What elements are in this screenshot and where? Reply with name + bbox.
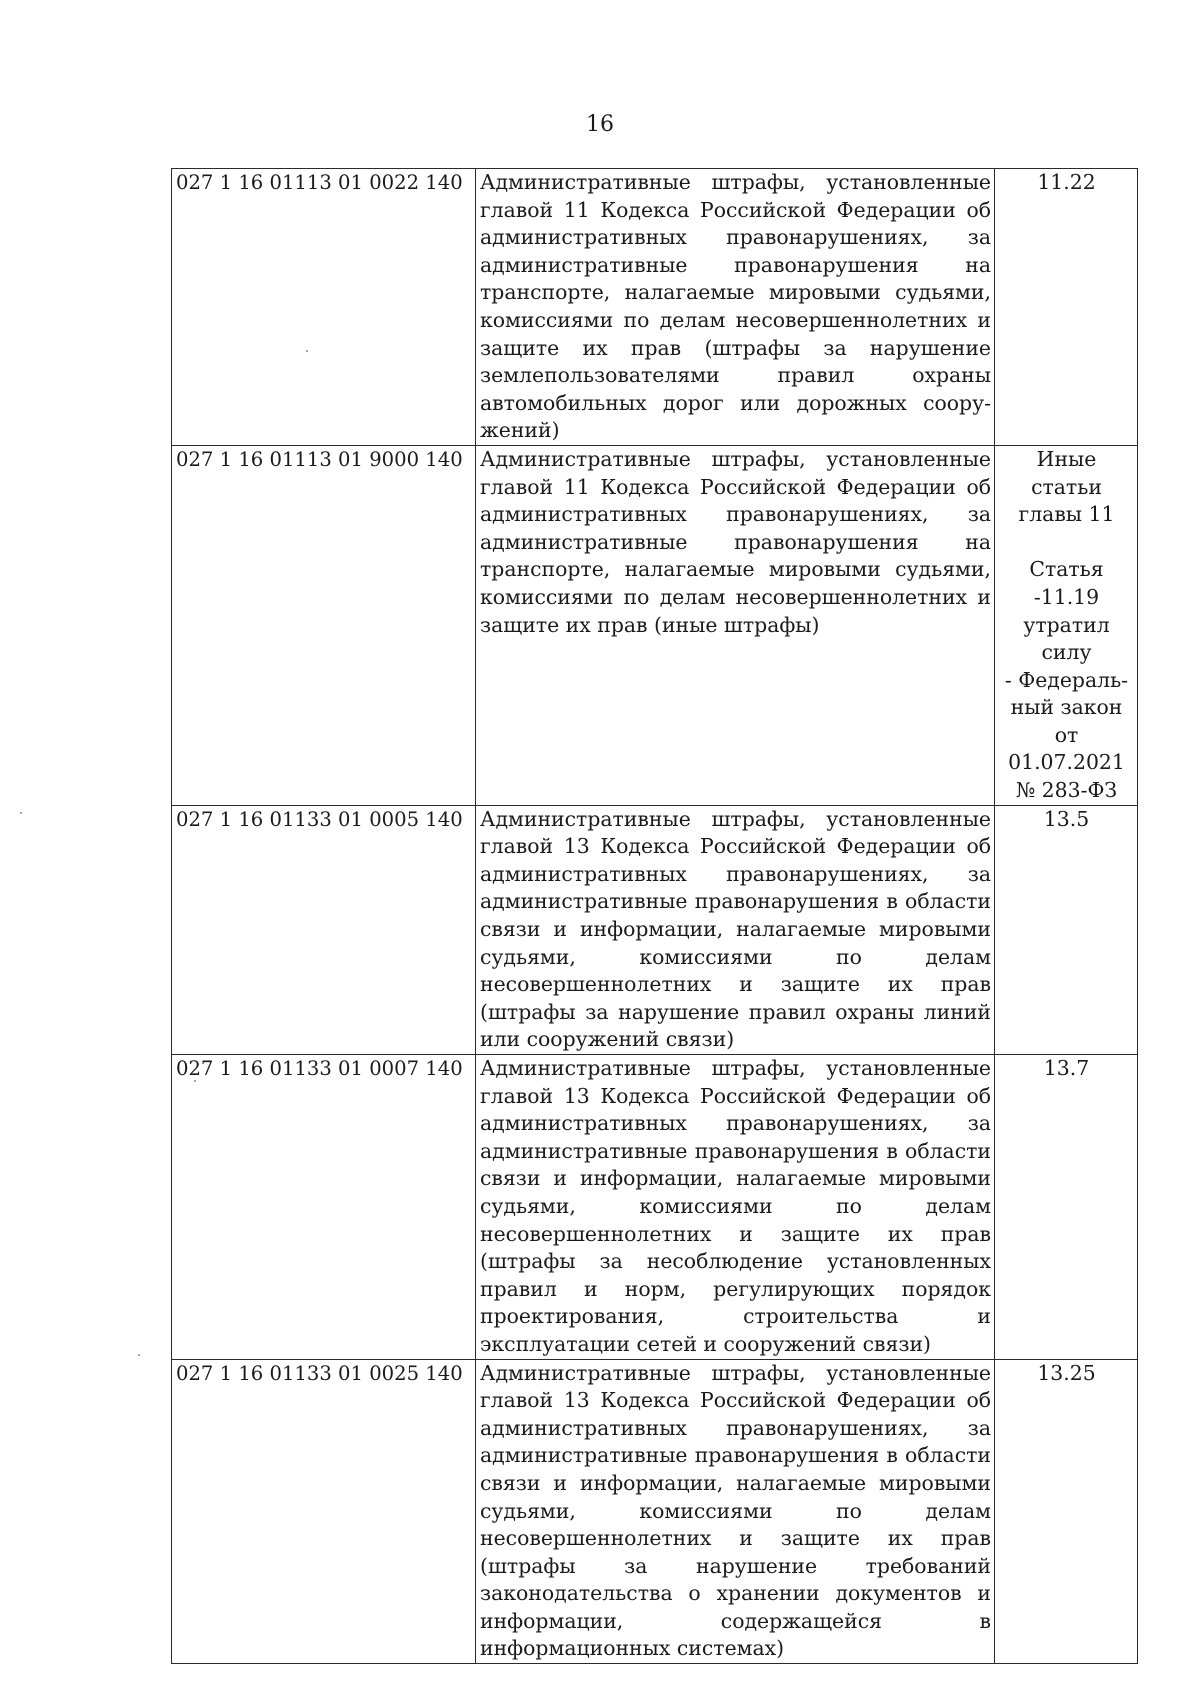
row-description: Административные штрафы, установленные главой 11 Кодекса Российской Федерации об административных правонарушениях, за административные правонарушения на транспорте, налагаемые мировыми судьями, комиссиями по делам несовершеннолетних и защите их прав (иные штрафы) — [476, 445, 995, 805]
scan-speck — [194, 1080, 196, 1082]
row-code: 027 1 16 01113 01 9000 140 — [172, 445, 476, 805]
scan-speck — [138, 1354, 140, 1356]
row-code: 027 1 16 01133 01 0025 140 — [172, 1359, 476, 1664]
article-gap — [999, 529, 1134, 557]
table-row — [172, 445, 1138, 805]
row-code: 027 1 16 01133 01 0007 140 — [172, 1055, 476, 1360]
table-row — [172, 805, 1138, 1054]
article-note-line: № 283-ФЗ — [1015, 778, 1118, 803]
scan-speck — [20, 812, 22, 814]
article-note-line: утратил силу — [1023, 612, 1110, 665]
row-article: 11.22 — [995, 169, 1138, 446]
article-note-line: ный закон — [1010, 695, 1123, 720]
row-description: Административные штрафы, установленные главой 13 Кодекса Российской Федерации об административных правонарушениях, за административные правонарушения в области связи и информации, налагаемые мировыми судьями, комиссиями по делам несовершеннолетних и защите их прав (штрафы за несоблюдение установленных правил и норм, регулирующих порядок проектирования, строительства и эксплуатации сетей и сооружений связи) — [476, 1055, 995, 1360]
article-note-line: от 01.07.2021 — [1008, 722, 1125, 775]
article-note-line: - Федераль- — [1004, 667, 1129, 692]
row-article: 13.5 — [995, 805, 1138, 1054]
article-note-line: Статья -11.19 — [1029, 557, 1104, 609]
budget-codes-table — [171, 168, 1138, 1664]
row-article: Иные статьи главы 11 — [1018, 446, 1115, 527]
row-description: Административные штрафы, установленные главой 13 Кодекса Российской Федерации об административных правонарушениях, за административные правонарушения в области связи и информации, налагаемые мировыми судьями, комиссиями по делам несовершеннолетних и защите их прав (штрафы за нарушение правил охраны линий или сооружений связи) — [476, 805, 995, 1054]
page-number: 16 — [586, 112, 614, 137]
row-description: Административные штрафы, установленные главой 11 Кодекса Российской Федерации об административных правонарушениях, за административные правонарушения на транспорте, налагаемые мировыми судьями, комиссиями по делам несовершеннолетних и защите их прав (штрафы за нарушение землепользователями правил охраны автомобильных дорог или дорожных сооружений) — [476, 169, 995, 446]
row-code: 027 1 16 01113 01 0022 140 — [172, 169, 476, 446]
scan-speck — [306, 350, 308, 352]
row-article: 13.25 — [995, 1359, 1138, 1664]
row-code: 027 1 16 01133 01 0005 140 — [172, 805, 476, 1054]
table-row — [172, 169, 1138, 446]
row-description: Административные штрафы, установленные главой 13 Кодекса Российской Федерации об административных правонарушениях, за административные правонарушения в области связи и информации, налагаемые мировыми судьями, комиссиями по делам несовершеннолетних и защите их прав (штрафы за нарушение требований законодательства о хранении документов и информации, содержащейся в информационных системах) — [476, 1359, 995, 1664]
row-article: 13.7 — [995, 1055, 1138, 1360]
row-article-cell — [995, 445, 1138, 805]
table-row — [172, 1055, 1138, 1360]
table-row — [172, 1359, 1138, 1664]
